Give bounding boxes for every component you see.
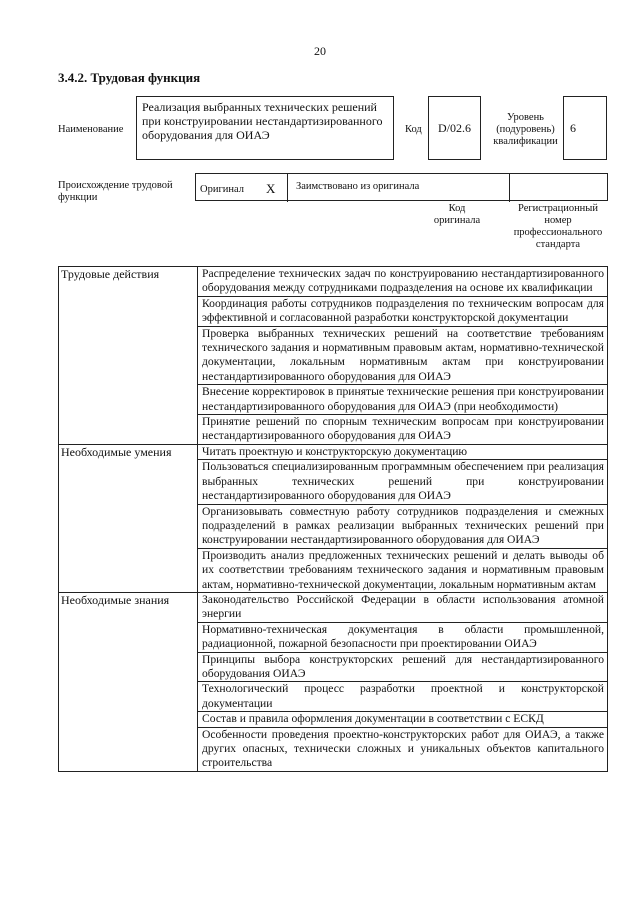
code-original-caption: Код оригинала bbox=[433, 203, 481, 226]
origin-cell-code bbox=[428, 174, 510, 202]
group-label: Необходимые умения bbox=[59, 445, 198, 592]
table-row: Распределение технических задач по конструированию нестандартизированного оборудования между сотрудниками подразделения на основе их квалификации bbox=[198, 267, 607, 297]
qualification-level-box: 6 bbox=[563, 96, 607, 160]
table-row: Технологический процесс разработки проектной и конструкторской документации bbox=[198, 682, 607, 712]
qualification-level-label: Уровень (подуровень) квалификации bbox=[493, 112, 558, 147]
table-row: Принятие решений по спорным техническим вопросам при конструировании нестандартизированного оборудования для ОИАЭ bbox=[202, 415, 604, 443]
function-name-box: Реализация выбранных технических решений при конструировании нестандартизированного оборудования для ОИАЭ bbox=[136, 96, 394, 160]
table-row: Принципы выбора конструкторских решений для нестандартизированного оборудования ОИАЭ bbox=[198, 653, 607, 683]
code-box: D/02.6 bbox=[428, 96, 481, 160]
group-labor-actions bbox=[59, 267, 607, 444]
borrowed-option: Заимствовано из оригинала bbox=[296, 181, 420, 192]
group-knowledge bbox=[59, 592, 607, 771]
table-row: Внесение корректировок в принятые технические решения при конструировании нестандартизированного оборудования для ОИАЭ (при необходимости) bbox=[198, 385, 607, 415]
registration-number-caption: Регистрационный номер профессионального стандарта bbox=[513, 203, 603, 250]
table-row: Нормативно-техническая документация в области промышленной, радиационной, пожарной безопасности при проектировании ОИАЭ bbox=[198, 623, 607, 653]
code-label: Код bbox=[405, 124, 422, 135]
table-row: Пользоваться специализированным программным обеспечением при реализация выбранных технических решений при конструировании нестандартизированного оборудования для ОИАЭ bbox=[198, 460, 607, 504]
origin-label: Происхождение трудовой функции bbox=[58, 180, 173, 203]
name-label: Наименование bbox=[58, 124, 124, 135]
table-row: Особенности проведения проектно-конструкторских работ для ОИАЭ, а также других опасных, технически сложных и уникальных объектов капитального строительства bbox=[202, 727, 604, 770]
original-option: Оригинал bbox=[200, 184, 244, 195]
group-items bbox=[198, 445, 607, 592]
group-label: Трудовые действия bbox=[59, 267, 198, 444]
original-mark: X bbox=[266, 181, 276, 196]
group-items bbox=[198, 267, 607, 444]
section-title: 3.4.2. Трудовая функция bbox=[58, 70, 201, 85]
group-label: Необходимые знания bbox=[59, 593, 198, 771]
group-skills bbox=[59, 444, 607, 592]
table-row: Читать проектную и конструкторскую документацию bbox=[198, 445, 607, 460]
table-row: Состав и правила оформления документации в соответствии с ЕСКД bbox=[198, 712, 607, 727]
origin-cell-original bbox=[196, 174, 288, 202]
table-row: Координация работы сотрудников подразделения по техническим вопросам для эффективной и согласованной разработки конструкторской документации bbox=[198, 297, 607, 327]
function-table bbox=[58, 266, 608, 772]
origin-table bbox=[195, 173, 608, 201]
table-row: Проверка выбранных технических решений на соответствие требованиям технического задания и нормативным правовым актам, нормативно-технической документации, локальным нормативным актам при конструировании нестандартизированного оборудования для ОИАЭ bbox=[198, 327, 607, 386]
table-row: Законодательство Российской Федерации в области использования атомной энергии bbox=[198, 593, 607, 623]
table-row: Производить анализ предложенных технических решений и делать выводы об их соответствии требованиям технического задания и нормативным правовым актам, нормативно-технической документации, локальным нормативным актам bbox=[202, 548, 604, 591]
group-items bbox=[198, 593, 607, 771]
table-row: Организовывать совместную работу сотрудников подразделения и смежных подразделений в рамках реализации выбранных технических решений при конструировании нестандартизированного оборудования для ОИАЭ bbox=[198, 505, 607, 549]
page-number: 20 bbox=[314, 44, 326, 58]
